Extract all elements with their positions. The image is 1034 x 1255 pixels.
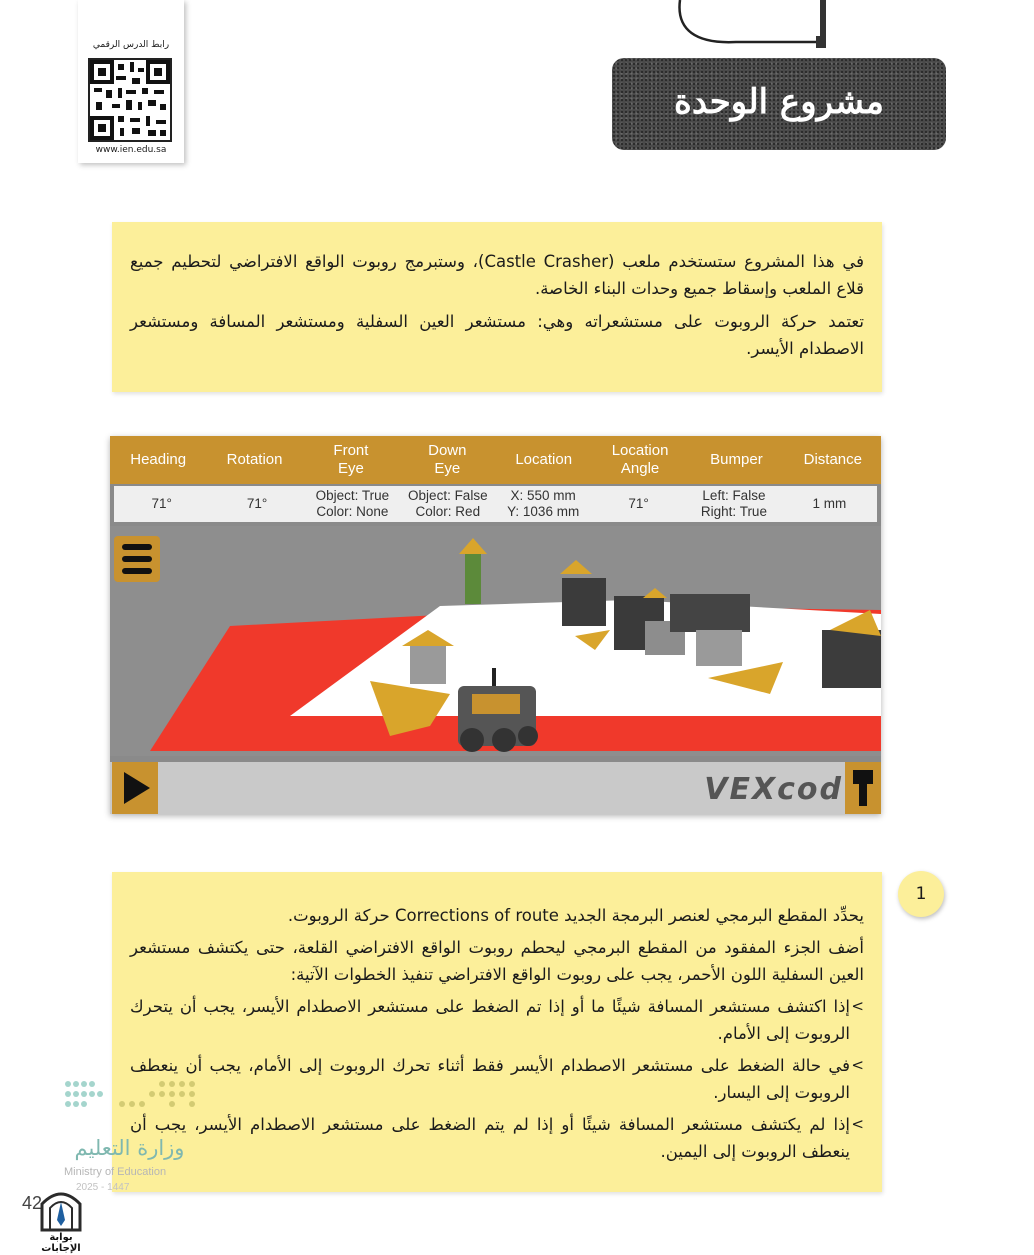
gate-label: بوابة الإجابات [41,1232,81,1254]
intro-box [112,222,882,392]
sensor-value: Object: False Color: Red [408,488,488,519]
task-line: يحدِّد المقطع البرمجي لعنصر البرمجة الجديد Corrections of route حركة الروبوت. [287,906,864,925]
menu-button[interactable] [114,536,160,582]
task-number-badge: 1 [898,871,944,917]
sensor-header: Bumper [710,451,763,468]
sensor-header: Location Angle [611,442,669,477]
qr-url[interactable]: www.ien.edu.sa [95,145,167,155]
task-line: أضف الجزء المفقود من المقطع البرمجي ليحطم روبوت الواقع الافتراضي القلعة، حتى يكتشف مستشعر العين السفلية اللون الأحمر، يجب على روبوت الواقع الافتراضي تنفيذ الخطوات الآتية: [130,938,864,984]
task-bullet [130,1111,864,1165]
sensor-value: Object: True Color: None [315,488,390,519]
task-bullet-text: إذا اكتشف مستشعر المسافة شيئًا ما أو إذا تم الضغط على مستشعر الاصطدام الأيسر، يجب أن يتحرك الروبوت إلى الأمام. [130,997,850,1043]
task-box [112,872,882,1192]
sensor-value: 71° [246,496,268,511]
sensor-header: Rotation [226,451,283,468]
sensor-header: Front Eye [333,442,369,477]
task-bullet [130,1052,864,1106]
gate-icon [28,1186,94,1232]
sensor-value: 71° [151,496,172,511]
sensor-header: Down Eye [428,442,467,477]
ministry-year: 2025 - 1447 [76,1182,130,1193]
intro-paragraph: تعتمد حركة الروبوت على مستشعراته وهي: مستشعر العين السفلية ومستشعر المسافة ومستشعر الاصطدام الأيسر. [130,312,864,358]
answers-gate-logo[interactable] [28,1186,94,1252]
vexcode-logo: VEXcod [704,772,843,807]
view-toggle-button[interactable] [845,762,881,814]
sensor-header: Location [515,451,573,468]
bullet-marker-icon: > [851,1056,864,1074]
ministry-name-ar: وزارة التعليم [74,1136,185,1160]
task-bullet-text: إذا لم يكتشف مستشعر المسافة شيئًا أو إذا لم يتم الضغط على مستشعر الاصطدام الأيسر، يجب أن ينعطف الروبوت إلى اليمين. [130,1115,850,1161]
sensor-value: 71° [628,496,649,511]
ministry-name-en: Ministry of Education [64,1166,167,1178]
qr-code-icon[interactable] [88,58,172,142]
sensor-value-row [114,486,877,522]
page-number: 42 [22,1193,43,1213]
unit-banner [612,58,946,150]
sensor-header-row [110,436,881,484]
castle-crasher-field [110,526,881,756]
bullet-marker-icon: > [851,997,864,1015]
sensor-header: Distance [803,451,862,468]
bullet-marker-icon: > [851,1115,864,1133]
intro-paragraph: في هذا المشروع ستستخدم ملعب (Castle Crasher)، وستبرمج روبوت الواقع الافتراضي لتحطيم جميع قلاع الملعب وإسقاط جميع وحدات البناء الخاصة. [130,252,865,298]
sensor-value: Left: False Right: True [700,488,767,519]
ministry-watermark [62,1078,212,1198]
play-icon [112,762,158,814]
qr-title: رابط الدرس الرقمي [92,40,170,50]
task-bullet [130,993,864,1047]
sensor-header: Heading [130,451,187,468]
sensor-value: X: 550 mm Y: 1036 mm [507,488,580,519]
qr-card[interactable] [78,0,184,163]
banner-hanger-icon [676,0,826,48]
play-button[interactable] [112,762,158,814]
ministry-dots-icon [62,1078,202,1128]
sensor-value: 1 mm [812,496,847,511]
tower-icon [845,762,881,814]
vr-simulator-screenshot [110,436,881,814]
unit-title: مشروع الوحدة [674,82,884,122]
task-bullet-text: في حالة الضغط على مستشعر الاصطدام الأيسر فقط أثناء تحرك الروبوت إلى الأمام، يجب أن ينعطف الروبوت إلى اليسار. [130,1056,850,1102]
